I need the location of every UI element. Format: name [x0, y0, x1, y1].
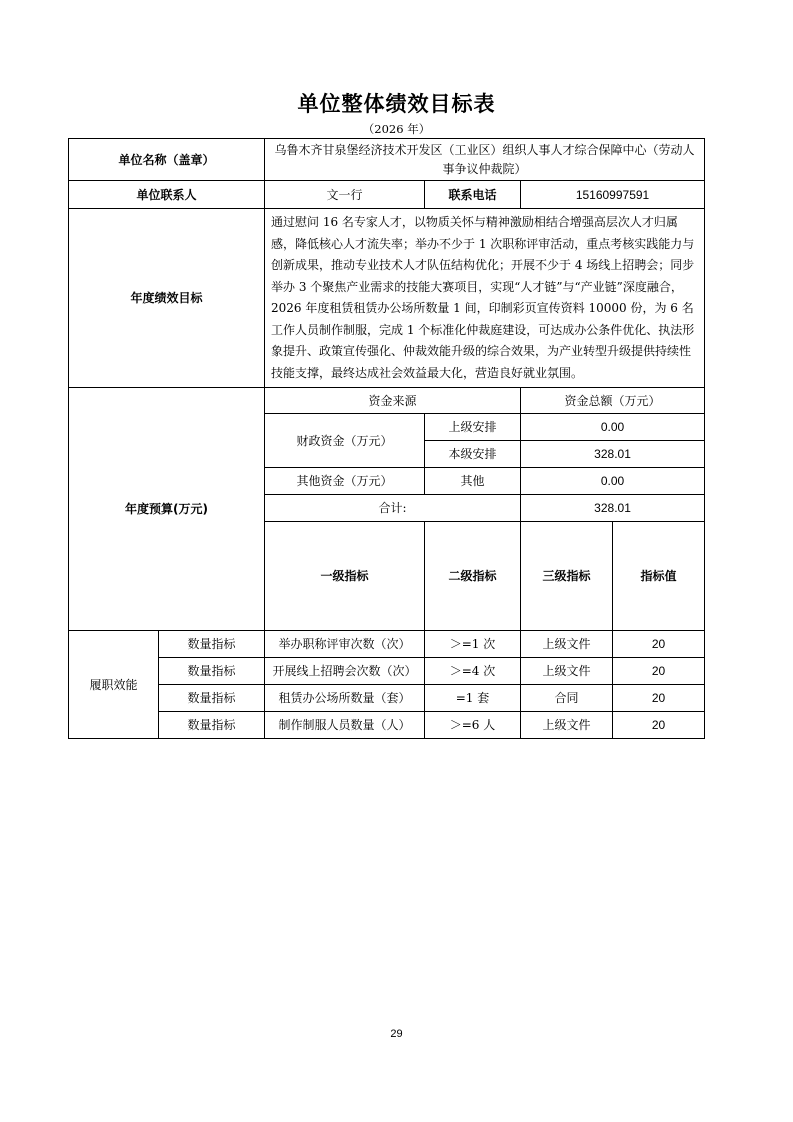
level3-header: 三级指标 [521, 522, 613, 631]
level2-header: 二级指标 [425, 522, 521, 631]
level3-cell: 租赁办公场所数量（套） [265, 685, 425, 712]
sum-label: 合计: [265, 495, 521, 522]
performance-table [68, 138, 705, 739]
value-cell: ＞=6 人 [425, 712, 521, 739]
level3-cell: 开展线上招聘会次数（次） [265, 658, 425, 685]
contact-row [69, 181, 705, 209]
table-row [69, 712, 705, 739]
upper-arrangement-label: 上级安排 [425, 414, 521, 441]
value-cell: ＞=4 次 [425, 658, 521, 685]
weight-cell: 20 [613, 685, 705, 712]
phone-value: 15160997591 [521, 181, 705, 209]
unit-name-label: 单位名称（盖章） [69, 139, 265, 181]
weight-cell: 20 [613, 712, 705, 739]
level1-header: 一级指标 [265, 522, 425, 631]
level2-cell: 数量指标 [159, 712, 265, 739]
budget-total-header: 资金总额（万元） [521, 388, 705, 414]
contact-label: 单位联系人 [69, 181, 265, 209]
sum-value: 328.01 [521, 495, 705, 522]
goal-label: 年度绩效目标 [69, 209, 265, 388]
other-sub-label: 其他 [425, 468, 521, 495]
level2-cell: 数量指标 [159, 631, 265, 658]
contact-value: 文一行 [265, 181, 425, 209]
value-header: 指标值 [613, 522, 705, 631]
goal-row [69, 209, 705, 388]
level1-value: 履职效能 [69, 631, 159, 739]
table-row [69, 631, 705, 658]
weight-cell: 20 [613, 658, 705, 685]
value-cell: ＞=1 次 [425, 631, 521, 658]
table-row [69, 658, 705, 685]
budget-source-header: 资金来源 [265, 388, 521, 414]
level2-cell: 数量指标 [159, 685, 265, 712]
other-funds-label: 其他资金（万元） [265, 468, 425, 495]
phone-label: 联系电话 [425, 181, 521, 209]
weight-cell: 20 [613, 631, 705, 658]
value-cell: =1 套 [425, 685, 521, 712]
budget-label: 年度预算(万元) [69, 388, 265, 631]
basis-cell: 上级文件 [521, 631, 613, 658]
fiscal-funds-label: 财政资金（万元） [265, 414, 425, 468]
page-number: 29 [390, 1028, 403, 1040]
local-arrangement-value: 328.01 [521, 441, 705, 468]
level2-cell: 数量指标 [159, 658, 265, 685]
basis-cell: 合同 [521, 685, 613, 712]
basis-cell: 上级文件 [521, 712, 613, 739]
year-label: （2026 年） [362, 122, 431, 136]
level3-cell: 举办职称评审次数（次） [265, 631, 425, 658]
table-row [69, 685, 705, 712]
upper-arrangement-value: 0.00 [521, 414, 705, 441]
budget-header-row [69, 388, 705, 414]
page-title: 单位整体绩效目标表 [297, 92, 496, 116]
level3-cell: 制作制服人员数量（人） [265, 712, 425, 739]
basis-cell: 上级文件 [521, 658, 613, 685]
unit-name-row [69, 139, 705, 181]
unit-name-value: 乌鲁木齐甘泉堡经济技术开发区（工业区）组织人事人才综合保障中心（劳动人事争议仲裁院） [265, 139, 705, 181]
other-funds-value: 0.00 [521, 468, 705, 495]
local-arrangement-label: 本级安排 [425, 441, 521, 468]
goal-text: 通过慰问 16 名专家人才，以物质关怀与精神激励相结合增强高层次人才归属感，降低核心人才流失率；举办不少于 1 次职称评审活动，重点考核实践能力与创新成果，推动专业技术人才队伍结构优化；开展不少于 4 场线上招聘会；同步举办 3 个聚焦产业需求的技能大赛项目，实现“人才链”与“产业链”深度融合，2026 年度租赁租赁办公场所数量 1 间，印制彩页宣传资料 10000 份，为 6 名工作人员制作制服，完成 1 个标准化仲裁庭建设，可达成办公条件优化、执法形象提升、政策宣传强化、仲裁效能升级的综合效果，为产业转型升级提供持续性技能支撑，最终达成社会效益最大化，营造良好就业氛围。 [265, 209, 705, 388]
